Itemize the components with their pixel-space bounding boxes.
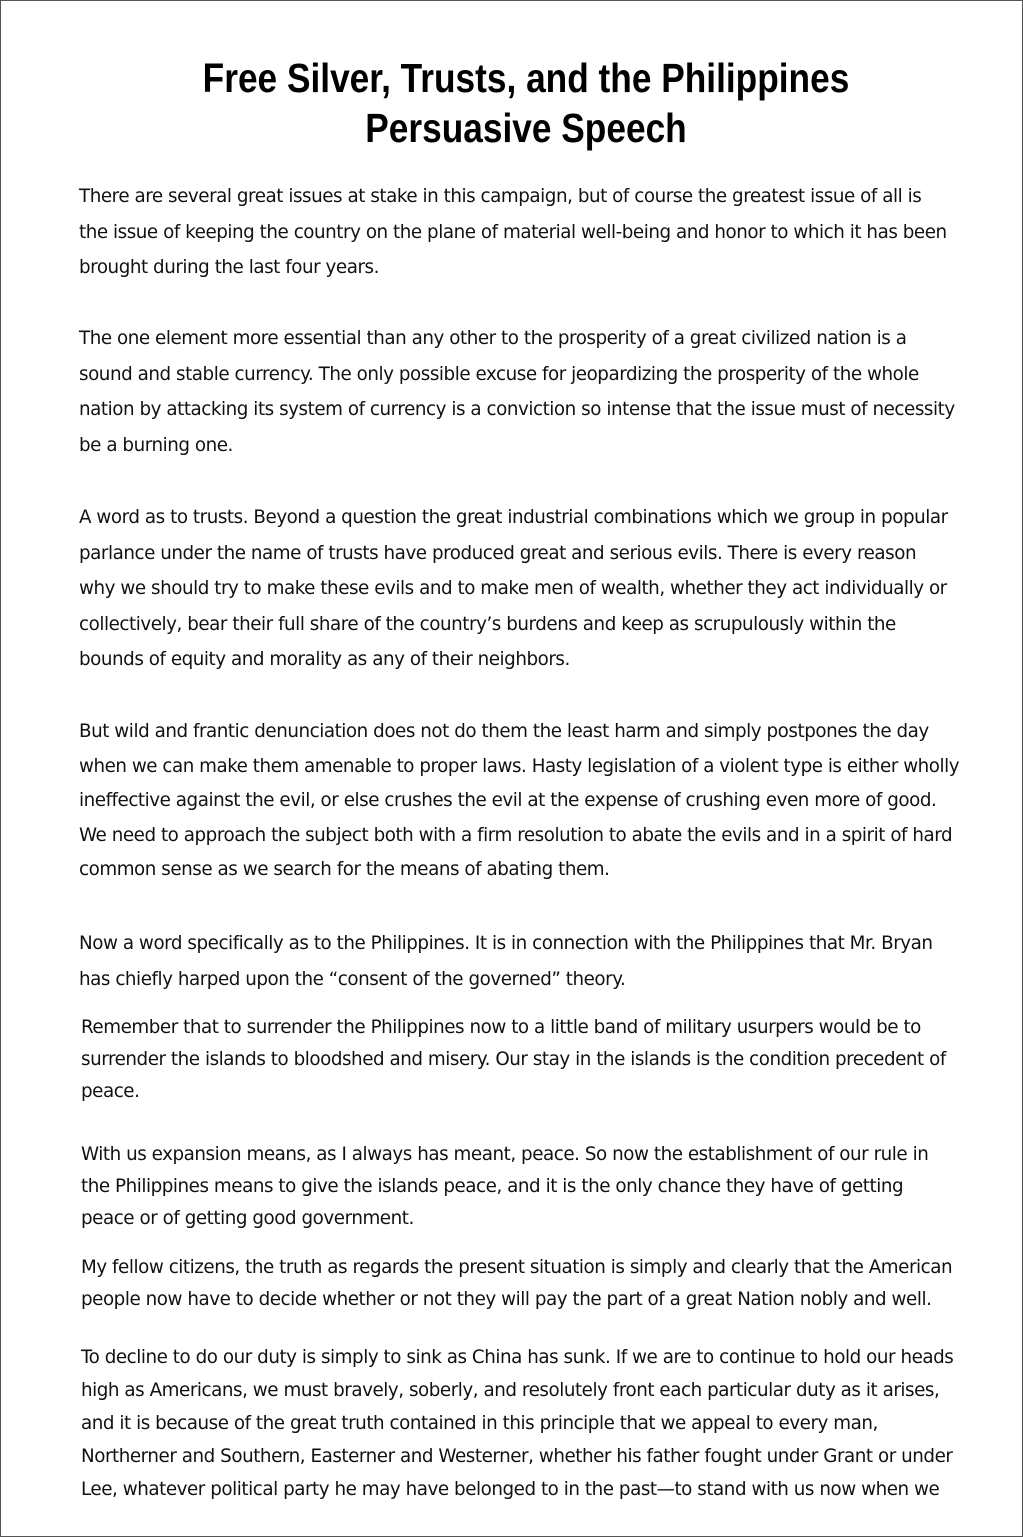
paragraph-3 [79, 500, 959, 678]
paragraph-line: ineffective against the evil, or else crushes the evil at the expense of crushing even more of good. [79, 790, 937, 811]
paragraph-line: Northerner and Southern, Easterner and Westerner, whether his father fought under Grant or under [81, 1446, 953, 1467]
document-title: Free Silver, Trusts, and the Philippines Persuasive Speech [202, 55, 850, 151]
paragraph-line: and it is because of the great truth contained in this principle that we appeal to every man, [81, 1413, 878, 1434]
paragraph-line: But wild and frantic denunciation does not do them the least harm and simply postpones the day [79, 721, 929, 742]
paragraph-line: the Philippines means to give the islands peace, and it is the only chance they have of getting [81, 1176, 904, 1197]
paragraph-line: bounds of equity and morality as any of their neighbors. [79, 649, 570, 670]
paragraph-line: With us expansion means, as I always has meant, peace. So now the establishment of our rule in [81, 1144, 929, 1165]
paragraph-line: The one element more essential than any other to the prosperity of a great civilized nation is a [79, 328, 907, 349]
paragraph-line: be a burning one. [79, 434, 233, 456]
paragraph-line: has chiefly harped upon the “consent of the governed” theory. [79, 968, 626, 990]
paragraph-9 [81, 1341, 961, 1506]
paragraph-7 [81, 1139, 961, 1235]
paragraph-line: Now a word specifically as to the Philippines. It is in connection with the Philippines that Mr. Bryan [79, 933, 933, 954]
paragraph-line: people now have to decide whether or not they will pay the part of a great Nation nobly and well. [81, 1289, 932, 1310]
paragraph-line: brought during the last four years. [79, 257, 379, 278]
paragraph-line: There are several great issues at stake in this campaign, but of course the greatest issue of all is [79, 186, 922, 207]
paragraph-line: parlance under the name of trusts have produced great and serious evils. There is every reason [79, 542, 917, 564]
paragraph-line: A word as to trusts. Beyond a question the great industrial combinations which we group in popular [79, 507, 948, 528]
paragraph-1 [79, 179, 959, 286]
paragraph-6 [81, 1012, 961, 1108]
paragraph-4 [79, 715, 959, 888]
paragraph-line: common sense as we search for the means of abating them. [79, 859, 610, 880]
paragraph-2 [79, 321, 959, 463]
paragraph-line: collectively, bear their full share of the country’s burdens and keep as scrupulously within the [79, 613, 896, 635]
paragraph-line: To decline to do our duty is simply to sink as China has sunk. If we are to continue to hold our heads [81, 1347, 954, 1368]
paragraph-line: surrender the islands to bloodshed and misery. Our stay in the islands is the condition precedent of [81, 1049, 946, 1070]
paragraph-5 [79, 926, 959, 997]
paragraph-line: Lee, whatever political party he may have belonged to in the past—to stand with us now when we [81, 1479, 940, 1500]
paragraph-line: the issue of keeping the country on the plane of material well-being and honor to which it has been [79, 221, 947, 243]
paragraph-line: high as Americans, we must bravely, soberly, and resolutely front each particular duty as it arises, [81, 1380, 940, 1401]
paragraph-line: peace or of getting good government. [81, 1208, 414, 1229]
paragraph-line: We need to approach the subject both with a firm resolution to abate the evils and in a spirit of hard [79, 824, 953, 846]
paragraph-line: sound and stable currency. The only possible excuse for jeopardizing the prosperity of the whole [79, 363, 919, 385]
paragraph-line: when we can make them amenable to proper laws. Hasty legislation of a violent type is either wholly [79, 755, 960, 777]
paragraph-line: Remember that to surrender the Philippines now to a little band of military usurpers would be to [81, 1017, 921, 1038]
paragraph-line: why we should try to make these evils and to make men of wealth, whether they act individually or [79, 578, 947, 599]
paragraph-line: peace. [81, 1081, 140, 1102]
paragraph-line: My fellow citizens, the truth as regards the present situation is simply and clearly that the American [81, 1257, 953, 1278]
paragraph-line: nation by attacking its system of currency is a conviction so intense that the issue must of necessity [79, 399, 955, 420]
paragraph-8 [81, 1252, 961, 1316]
